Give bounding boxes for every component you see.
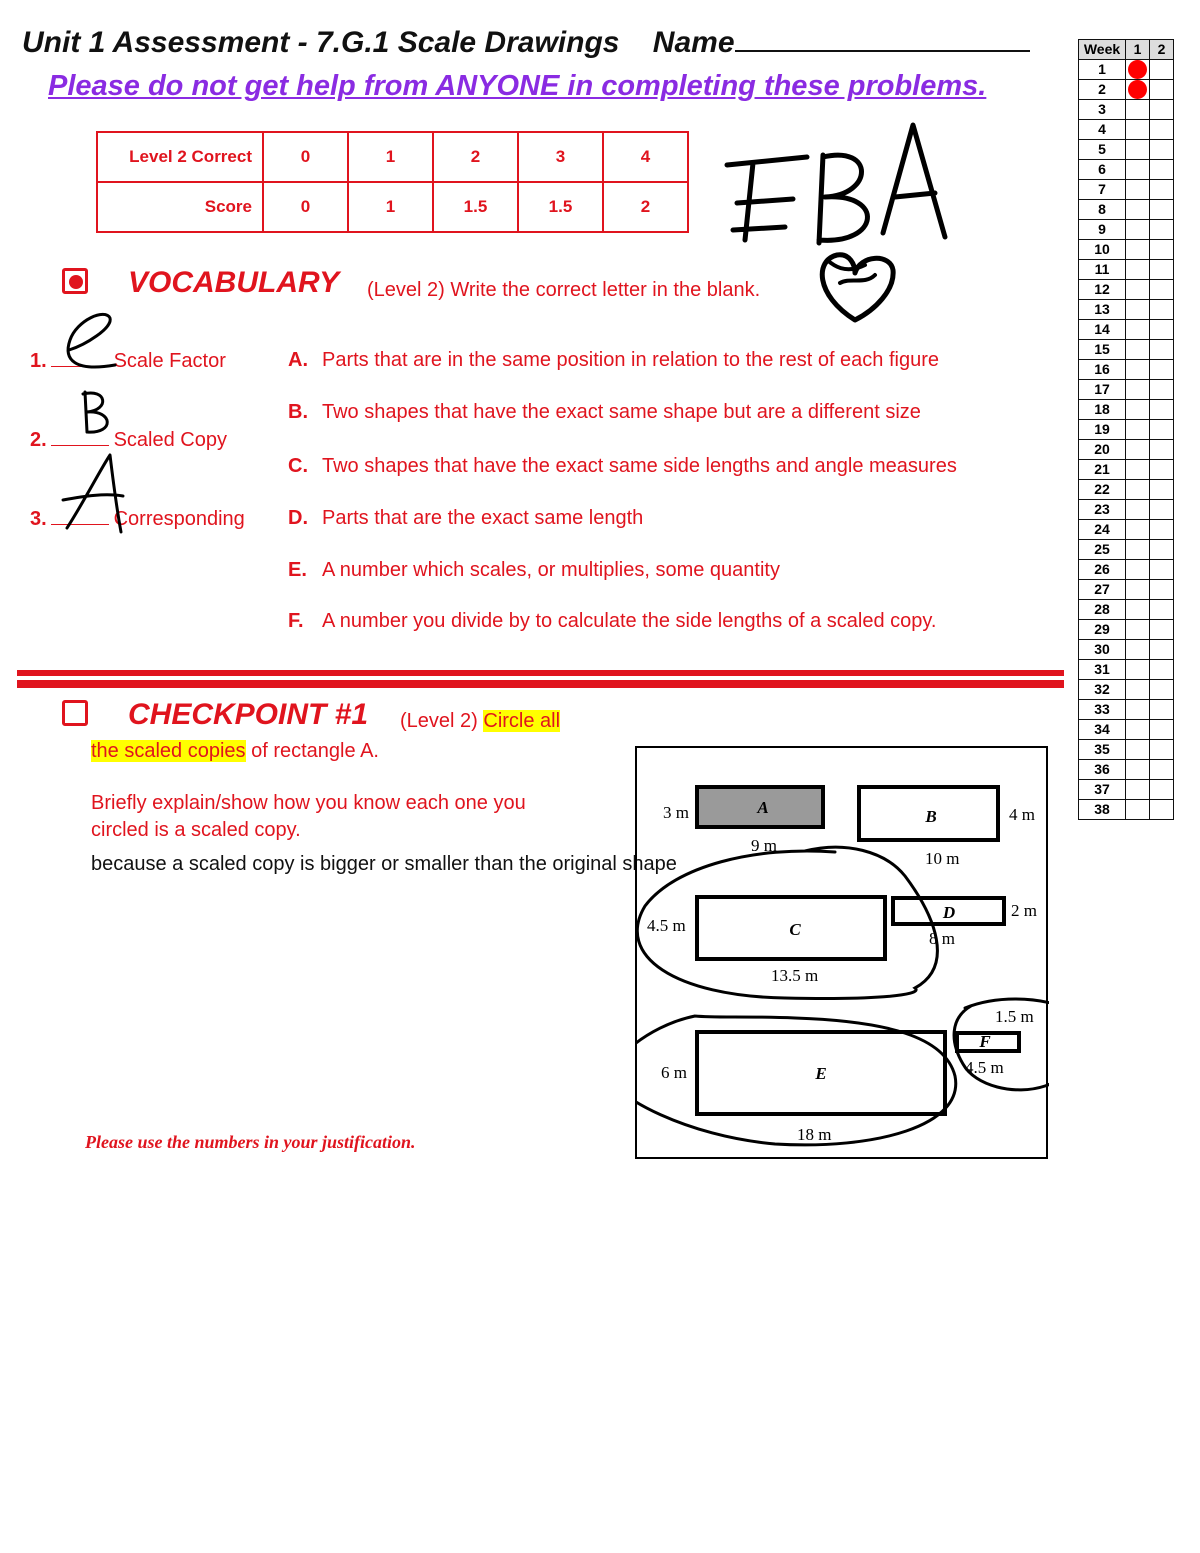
week-check-cell[interactable] bbox=[1150, 260, 1174, 280]
week-check-cell[interactable] bbox=[1126, 260, 1150, 280]
table-row bbox=[1079, 740, 1174, 760]
rect-e-bottom: 18 m bbox=[797, 1125, 832, 1144]
rect-b-side: 4 m bbox=[1009, 805, 1035, 824]
table-row bbox=[1079, 780, 1174, 800]
table-row bbox=[1079, 180, 1174, 200]
table-row bbox=[1079, 760, 1174, 780]
week-number: 5 bbox=[1079, 140, 1126, 160]
rect-c-bottom: 13.5 m bbox=[771, 966, 819, 985]
rect-e-side: 6 m bbox=[661, 1063, 687, 1082]
name-field[interactable] bbox=[735, 24, 1030, 52]
week-check-cell[interactable] bbox=[1126, 800, 1150, 820]
answer-b-stroke bbox=[83, 392, 107, 432]
week-check-cell[interactable] bbox=[1150, 640, 1174, 660]
week-number: 29 bbox=[1079, 620, 1126, 640]
week-number: 4 bbox=[1079, 120, 1126, 140]
week-check-cell[interactable] bbox=[1126, 680, 1150, 700]
week-number: 32 bbox=[1079, 680, 1126, 700]
table-row bbox=[1079, 800, 1174, 820]
week-check-cell[interactable] bbox=[1150, 120, 1174, 140]
table-row bbox=[1079, 360, 1174, 380]
checkpoint-checkbox[interactable] bbox=[62, 700, 88, 726]
week-check-cell[interactable] bbox=[1150, 460, 1174, 480]
week-number: 27 bbox=[1079, 580, 1126, 600]
rect-d-label: D bbox=[942, 903, 956, 922]
week-check-cell[interactable] bbox=[1126, 520, 1150, 540]
week-check-cell[interactable] bbox=[1126, 240, 1150, 260]
tracker-header-cell: 1 bbox=[1126, 40, 1150, 60]
week-check-cell[interactable] bbox=[1126, 100, 1150, 120]
week-check-cell[interactable] bbox=[1126, 280, 1150, 300]
week-check-cell[interactable] bbox=[1150, 440, 1174, 460]
week-check-cell[interactable] bbox=[1150, 80, 1174, 100]
completed-dot bbox=[1128, 80, 1147, 99]
table-row bbox=[1079, 440, 1174, 460]
week-number: 8 bbox=[1079, 200, 1126, 220]
rect-f-bottom: 4.5 m bbox=[965, 1058, 1004, 1077]
week-number: 35 bbox=[1079, 740, 1126, 760]
warning-text: Please do not get help from ANYONE in completing these problems. bbox=[48, 70, 987, 102]
vocab-question-1: 1. Scale Factor bbox=[30, 350, 226, 372]
table-row bbox=[1079, 640, 1174, 660]
week-check-cell[interactable] bbox=[1150, 220, 1174, 240]
week-check-cell[interactable] bbox=[1150, 380, 1174, 400]
table-row bbox=[1079, 220, 1174, 240]
week-number: 11 bbox=[1079, 260, 1126, 280]
week-check-cell[interactable] bbox=[1126, 760, 1150, 780]
option-a: A. Parts that are in the same position in relation to the rest of each figure bbox=[288, 349, 940, 371]
week-check-cell[interactable] bbox=[1126, 60, 1150, 80]
letter-e-stroke bbox=[727, 157, 807, 240]
table-row bbox=[1079, 260, 1174, 280]
table-row bbox=[1079, 160, 1174, 180]
week-check-cell[interactable] bbox=[1150, 160, 1174, 180]
table-row bbox=[1079, 660, 1174, 680]
rect-f-side: 1.5 m bbox=[995, 1007, 1034, 1026]
table-row bbox=[1079, 320, 1174, 340]
option-b: B. Two shapes that have the exact same shape but are a different size bbox=[288, 401, 921, 423]
assessment-title: Unit 1 Assessment - 7.G.1 Scale Drawings Name bbox=[22, 24, 1030, 60]
letter-a-stroke bbox=[883, 125, 945, 237]
vocab-question-2: 2. Scaled Copy bbox=[30, 429, 227, 451]
rect-d-side: 2 m bbox=[1011, 901, 1037, 920]
checkpoint-instructions: (Level 2) Circle all bbox=[400, 710, 561, 732]
table-row bbox=[1079, 420, 1174, 440]
letter-b-stroke bbox=[819, 155, 867, 243]
week-check-cell[interactable] bbox=[1126, 580, 1150, 600]
table-row bbox=[1079, 540, 1174, 560]
answer-a-stroke bbox=[63, 455, 123, 532]
week-number: 9 bbox=[1079, 220, 1126, 240]
week-number: 15 bbox=[1079, 340, 1126, 360]
table-row bbox=[1079, 240, 1174, 260]
week-number: 38 bbox=[1079, 800, 1126, 820]
handwritten-answers bbox=[55, 310, 135, 540]
week-check-cell[interactable] bbox=[1126, 720, 1150, 740]
checkpoint-instructions-2: the scaled copies of rectangle A. bbox=[91, 740, 379, 762]
week-check-cell[interactable] bbox=[1126, 200, 1150, 220]
rectangles-figure bbox=[635, 746, 1049, 1160]
week-check-cell[interactable] bbox=[1150, 60, 1174, 80]
table-row bbox=[1079, 380, 1174, 400]
table-row bbox=[1079, 560, 1174, 580]
week-check-cell[interactable] bbox=[1150, 100, 1174, 120]
week-check-cell[interactable] bbox=[1150, 680, 1174, 700]
week-check-cell[interactable] bbox=[1126, 740, 1150, 760]
week-check-cell[interactable] bbox=[1126, 460, 1150, 480]
week-check-cell[interactable] bbox=[1150, 300, 1174, 320]
week-number: 2 bbox=[1079, 80, 1126, 100]
rect-e-label: E bbox=[815, 1064, 827, 1083]
week-check-cell[interactable] bbox=[1150, 400, 1174, 420]
week-check-cell[interactable] bbox=[1150, 600, 1174, 620]
week-check-cell[interactable] bbox=[1126, 600, 1150, 620]
rect-b-label: B bbox=[925, 807, 937, 826]
vocabulary-heading: VOCABULARY bbox=[128, 266, 340, 299]
week-number: 17 bbox=[1079, 380, 1126, 400]
week-check-cell[interactable] bbox=[1126, 220, 1150, 240]
week-check-cell[interactable] bbox=[1126, 120, 1150, 140]
week-check-cell[interactable] bbox=[1150, 500, 1174, 520]
answer-e-stroke bbox=[68, 314, 115, 367]
table-row bbox=[1079, 400, 1174, 420]
week-number: 10 bbox=[1079, 240, 1126, 260]
score-table bbox=[96, 131, 689, 233]
table-row bbox=[1079, 480, 1174, 500]
week-check-cell[interactable] bbox=[1150, 280, 1174, 300]
week-check-cell[interactable] bbox=[1126, 640, 1150, 660]
name-label: Name bbox=[652, 26, 735, 59]
week-check-cell[interactable] bbox=[1150, 200, 1174, 220]
week-check-cell[interactable] bbox=[1150, 540, 1174, 560]
week-check-cell[interactable] bbox=[1150, 560, 1174, 580]
table-row bbox=[1079, 280, 1174, 300]
table-row bbox=[1079, 600, 1174, 620]
week-check-cell[interactable] bbox=[1126, 340, 1150, 360]
rect-f-label: F bbox=[979, 1032, 991, 1051]
week-check-cell[interactable] bbox=[1150, 240, 1174, 260]
handwritten-initials bbox=[715, 115, 965, 335]
option-e: E. A number which scales, or multiplies, some quantity bbox=[288, 559, 780, 581]
week-check-cell[interactable] bbox=[1126, 300, 1150, 320]
week-check-cell[interactable] bbox=[1126, 780, 1150, 800]
week-number: 23 bbox=[1079, 500, 1126, 520]
week-number: 37 bbox=[1079, 780, 1126, 800]
week-number: 7 bbox=[1079, 180, 1126, 200]
rect-a-bottom: 9 m bbox=[751, 836, 777, 855]
week-check-cell[interactable] bbox=[1126, 160, 1150, 180]
table-row bbox=[1079, 700, 1174, 720]
table-row bbox=[1079, 340, 1174, 360]
table-row bbox=[1079, 680, 1174, 700]
week-number: 19 bbox=[1079, 420, 1126, 440]
week-check-cell[interactable] bbox=[1126, 180, 1150, 200]
score-row-label: Score bbox=[97, 182, 263, 232]
week-number: 21 bbox=[1079, 460, 1126, 480]
option-c: C. Two shapes that have the exact same side lengths and angle measures bbox=[288, 455, 957, 477]
tracker-header-cell: Week bbox=[1079, 40, 1126, 60]
week-number: 14 bbox=[1079, 320, 1126, 340]
week-check-cell[interactable] bbox=[1150, 740, 1174, 760]
week-check-cell[interactable] bbox=[1150, 760, 1174, 780]
week-check-cell[interactable] bbox=[1150, 660, 1174, 680]
table-row bbox=[1079, 580, 1174, 600]
week-check-cell[interactable] bbox=[1126, 380, 1150, 400]
week-number: 25 bbox=[1079, 540, 1126, 560]
week-check-cell[interactable] bbox=[1126, 320, 1150, 340]
week-number: 13 bbox=[1079, 300, 1126, 320]
week-number: 1 bbox=[1079, 60, 1126, 80]
week-check-cell[interactable] bbox=[1126, 700, 1150, 720]
explain-prompt-1: Briefly explain/show how you know each one you bbox=[91, 792, 526, 814]
week-number: 30 bbox=[1079, 640, 1126, 660]
week-check-cell[interactable] bbox=[1150, 780, 1174, 800]
checkpoint-heading: CHECKPOINT #1 bbox=[128, 698, 369, 731]
table-row bbox=[1079, 500, 1174, 520]
week-check-cell[interactable] bbox=[1150, 340, 1174, 360]
week-check-cell[interactable] bbox=[1150, 800, 1174, 820]
section-divider bbox=[17, 670, 1064, 688]
week-check-cell[interactable] bbox=[1150, 420, 1174, 440]
week-check-cell[interactable] bbox=[1150, 360, 1174, 380]
vocab-question-3: 3. Corresponding bbox=[30, 508, 245, 530]
week-check-cell[interactable] bbox=[1150, 180, 1174, 200]
table-row bbox=[1079, 720, 1174, 740]
week-number: 36 bbox=[1079, 760, 1126, 780]
score-row-label: Level 2 Correct bbox=[97, 132, 263, 182]
week-check-cell[interactable] bbox=[1150, 720, 1174, 740]
table-row bbox=[1079, 100, 1174, 120]
week-number: 34 bbox=[1079, 720, 1126, 740]
week-number: 26 bbox=[1079, 560, 1126, 580]
table-row bbox=[1079, 120, 1174, 140]
rect-d-bottom: 8 m bbox=[929, 929, 955, 948]
week-check-cell[interactable] bbox=[1126, 540, 1150, 560]
week-check-cell[interactable] bbox=[1150, 520, 1174, 540]
table-row bbox=[1079, 620, 1174, 640]
table-row bbox=[1079, 520, 1174, 540]
week-check-cell[interactable] bbox=[1150, 580, 1174, 600]
table-row bbox=[1079, 460, 1174, 480]
week-check-cell[interactable] bbox=[1126, 400, 1150, 420]
option-f: F. A number you divide by to calculate the side lengths of a scaled copy. bbox=[288, 610, 937, 632]
tracker-header-row bbox=[1079, 40, 1174, 60]
rect-b-bottom: 10 m bbox=[925, 849, 960, 868]
table-row bbox=[1079, 140, 1174, 160]
week-number: 28 bbox=[1079, 600, 1126, 620]
table-row bbox=[1079, 200, 1174, 220]
week-number: 20 bbox=[1079, 440, 1126, 460]
week-number: 3 bbox=[1079, 100, 1126, 120]
table-row bbox=[1079, 80, 1174, 100]
week-number: 16 bbox=[1079, 360, 1126, 380]
week-check-cell[interactable] bbox=[1126, 440, 1150, 460]
week-check-cell[interactable] bbox=[1150, 700, 1174, 720]
week-check-cell[interactable] bbox=[1126, 560, 1150, 580]
week-tracker-table bbox=[1078, 39, 1174, 820]
week-check-cell[interactable] bbox=[1126, 360, 1150, 380]
week-number: 33 bbox=[1079, 700, 1126, 720]
week-check-cell[interactable] bbox=[1126, 420, 1150, 440]
week-check-cell[interactable] bbox=[1150, 320, 1174, 340]
justification-note: Please use the numbers in your justification. bbox=[85, 1132, 416, 1152]
explain-prompt-2: circled is a scaled copy. bbox=[91, 819, 301, 841]
week-check-cell[interactable] bbox=[1126, 660, 1150, 680]
rect-c-label: C bbox=[789, 920, 801, 939]
table-row: Score 0 1 1.5 1.5 2 bbox=[97, 182, 688, 232]
week-check-cell[interactable] bbox=[1126, 620, 1150, 640]
week-check-cell[interactable] bbox=[1150, 480, 1174, 500]
table-row: Level 2 Correct 0 1 2 3 4 bbox=[97, 132, 688, 182]
table-row bbox=[1079, 300, 1174, 320]
option-d: D. Parts that are the exact same length bbox=[288, 507, 644, 529]
week-number: 18 bbox=[1079, 400, 1126, 420]
completed-dot bbox=[1128, 60, 1147, 79]
week-check-cell[interactable] bbox=[1150, 620, 1174, 640]
week-check-cell[interactable] bbox=[1150, 140, 1174, 160]
week-check-cell[interactable] bbox=[1126, 80, 1150, 100]
week-number: 31 bbox=[1079, 660, 1126, 680]
week-check-cell[interactable] bbox=[1126, 500, 1150, 520]
rect-a-side: 3 m bbox=[663, 803, 689, 822]
table-row bbox=[1079, 60, 1174, 80]
week-number: 12 bbox=[1079, 280, 1126, 300]
week-number: 6 bbox=[1079, 160, 1126, 180]
week-number: 24 bbox=[1079, 520, 1126, 540]
rect-a-label: A bbox=[757, 798, 769, 817]
vocabulary-instructions: (Level 2) Write the correct letter in the blank. bbox=[367, 279, 761, 301]
vocabulary-checkbox[interactable] bbox=[62, 268, 88, 294]
week-number: 22 bbox=[1079, 480, 1126, 500]
student-answer[interactable]: because a scaled copy is bigger or smaller than the original shape bbox=[91, 853, 677, 875]
tracker-header-cell: 2 bbox=[1150, 40, 1174, 60]
week-check-cell[interactable] bbox=[1126, 140, 1150, 160]
rect-c-side: 4.5 m bbox=[647, 916, 686, 935]
week-check-cell[interactable] bbox=[1126, 480, 1150, 500]
